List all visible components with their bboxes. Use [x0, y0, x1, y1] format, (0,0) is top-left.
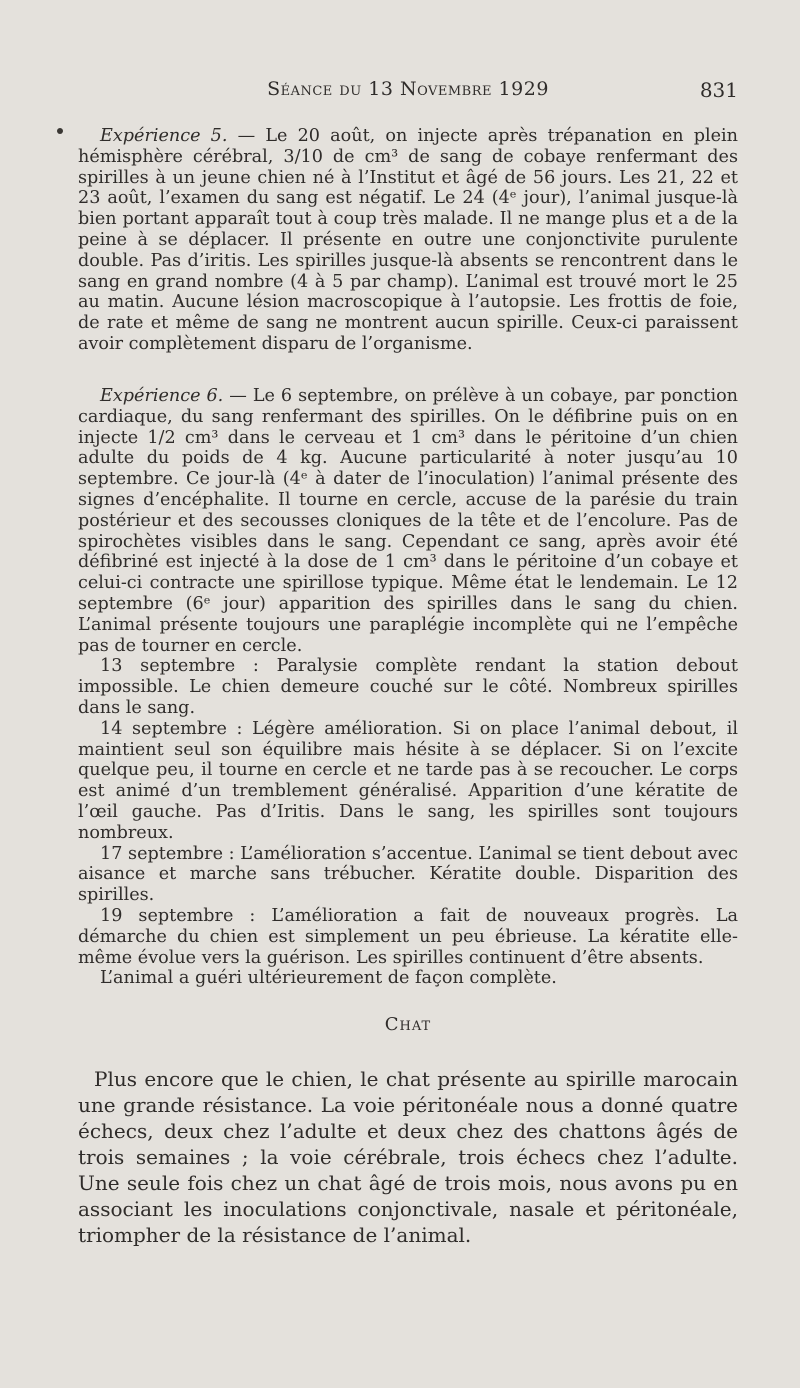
chat-paragraph: Plus encore que le chien, le chat présente au spirille marocain une grande résistance. La voie péritonéale nous a donné quatre échecs, deux chez l’adulte et deux chez des chattons âgés de trois semaines ; la voie cérébrale, trois échecs chez l’adulte. Une seule fois chez un chat âgé de trois mois, nous avons pu en associant les inoculations conjonctivale, nasale et péritonéale, triompher de la résistance de l’animal. — [78, 1067, 738, 1247]
day-17-entry: 17 septembre : L’amélioration s’accentue. L’animal se tient debout avec aisance et marche sans trébucher. Kératite double. Disparition des spirilles. — [78, 843, 738, 906]
experience-6-section — [78, 386, 738, 989]
section-heading-chat: Chat — [384, 1014, 432, 1035]
day-19-entry: 19 septembre : L’amélioration a fait de nouveaux progrès. La démarche du chien est simplement un peu ébrieuse. La kératite elle-même évolue vers la guérison. Les spirilles continuent d’être absents. — [78, 905, 738, 968]
experience-6-paragraph — [78, 386, 738, 656]
page-number: 831 — [699, 78, 738, 102]
running-title: Séance du 13 Novembre 1929 — [267, 78, 549, 100]
page-header — [78, 78, 738, 106]
experience-5-paragraph — [78, 126, 738, 355]
experience-6-text: — Le 6 septembre, on prélève à un cobaye, par ponction cardiaque, du sang renfermant des spirilles. On le défibrine puis on en injecte 1/2 cm³ dans le cerveau et 1 cm³ dans le péritoine d’un chien adulte du poids de 4 kg. Aucune particularité à noter jusqu’au 10 septembre. Ce jour-là (4ᵉ à dater de l’inoculation) l’animal présente des signes d’encéphalite. Il tourne en cercle, accuse de la parésie du train postérieur et des secousses cloniques de la tête et de l’encolure. Pas de spirochètes visibles dans le sang. Cependant ce sang, après avoir été défibriné est injecté à la dose de 1 cm³ dans le péritoine d’un cobaye et celui-ci contracte une spirillose typique. Même état le lendemain. Le 12 septembre (6ᵉ jour) apparition des spirilles dans le sang du chien. L’animal présente toujours une paraplégie incomplète qui ne l’empêche pas de tourner en cercle. — [78, 386, 738, 656]
experience-6-conclusion: L’animal a guéri ultérieurement de façon complète. — [100, 968, 557, 989]
margin-bullet-mark — [57, 128, 63, 134]
experience-5-text: — Le 20 août, on injecte après trépanation en plein hémisphère cérébral, 3/10 de cm³ de sang de cobaye renfermant des spirilles à un jeune chien né à l’Institut et âgé de 56 jours. Les 21, 22 et 23 août, l’examen du sang est négatif. Le 24 (4ᵉ jour), l’animal jusque-là bien portant apparaît tout à coup très malade. Il ne mange plus et a de la peine à se déplacer. Il présente en outre une conjonctivite purulente double. Pas d’iritis. Les spirilles jusque-là absents se rencontrent dans le sang en grand nombre (4 à 5 par champ). L’animal est trouvé mort le 25 au matin. Aucune lésion macroscopique à l’autopsie. Les frottis de foie, de rate et même de sang ne montrent aucun spirille. Ceux-ci paraissent avoir complètement disparu de l’organisme. — [78, 126, 738, 354]
experience-5-section — [78, 126, 738, 355]
experience-5-lead-in: Expérience 5. — [100, 126, 228, 146]
day-14-entry: 14 septembre : Légère amélioration. Si on place l’animal debout, il maintient seul son équilibre mais hésite à se déplacer. Si on l’excite quelque peu, il tourne en cercle et ne tarde pas à se recoucher. Le corps est animé d’un tremblement généralisé. Apparition d’une kératite de l’œil gauche. Pas d’Iritis. Dans le sang, les spirilles sont toujours nombreux. — [78, 718, 738, 843]
day-13-entry: 13 septembre : Paralysie complète rendant la station debout impossible. Le chien demeure couché sur le côté. Nombreux spirilles dans le sang. — [78, 656, 738, 718]
experience-6-lead-in: Expérience 6. — [100, 386, 224, 406]
